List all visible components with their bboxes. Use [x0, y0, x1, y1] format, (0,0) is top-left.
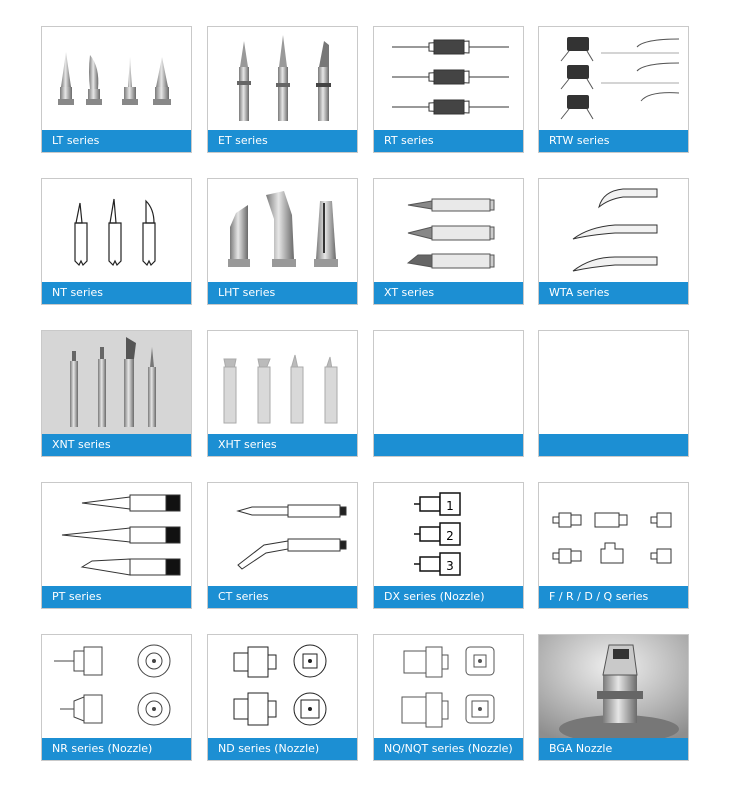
- product-grid: [41, 26, 689, 762]
- card-label: XT series: [374, 282, 523, 304]
- card-label: DX series (Nozzle): [374, 586, 523, 608]
- product-card-bga[interactable]: [538, 634, 689, 761]
- card-label: XHT series: [208, 434, 357, 456]
- dx-number-1: 1: [446, 499, 454, 513]
- product-card-lt[interactable]: [41, 26, 192, 153]
- card-label: ET series: [208, 130, 357, 152]
- product-card-nr[interactable]: [41, 634, 192, 761]
- xht-tips-image: [208, 331, 357, 435]
- product-card-nt[interactable]: [41, 178, 192, 305]
- product-card-xnt[interactable]: [41, 330, 192, 457]
- card-label: CT series: [208, 586, 357, 608]
- card-label: PT series: [42, 586, 191, 608]
- card-label: NR series (Nozzle): [42, 738, 191, 760]
- product-card-empty-1: [373, 330, 524, 457]
- lht-tips-image: [208, 179, 357, 283]
- card-label: F / R / D / Q series: [539, 586, 688, 608]
- dx-nozzles-image: [374, 483, 523, 587]
- card-label: LT series: [42, 130, 191, 152]
- card-label: ND series (Nozzle): [208, 738, 357, 760]
- nt-tips-image: [42, 179, 191, 283]
- product-card-xt[interactable]: [373, 178, 524, 305]
- product-card-rtw[interactable]: [538, 26, 689, 153]
- et-tips-image: [208, 27, 357, 131]
- frdq-nozzles-image: [539, 483, 688, 587]
- product-card-wta[interactable]: [538, 178, 689, 305]
- pt-tips-image: [42, 483, 191, 587]
- card-label: WTA series: [539, 282, 688, 304]
- product-card-xht[interactable]: [207, 330, 358, 457]
- empty-image: [539, 331, 688, 435]
- card-label: NT series: [42, 282, 191, 304]
- xt-tips-image: [374, 179, 523, 283]
- nr-nozzles-image: [42, 635, 191, 739]
- product-card-nd[interactable]: [207, 634, 358, 761]
- dx-number-2: 2: [446, 529, 454, 543]
- wta-tips-image: [539, 179, 688, 283]
- bga-nozzle-photo: [539, 635, 688, 739]
- product-card-et[interactable]: [207, 26, 358, 153]
- product-card-rt[interactable]: [373, 26, 524, 153]
- nq-nozzles-image: [374, 635, 523, 739]
- card-label: [374, 434, 523, 456]
- card-label: NQ/NQT series (Nozzle): [374, 738, 523, 760]
- card-label: RTW series: [539, 130, 688, 152]
- card-label: BGA Nozzle: [539, 738, 688, 760]
- product-card-lht[interactable]: [207, 178, 358, 305]
- empty-image: [374, 331, 523, 435]
- card-label: [539, 434, 688, 456]
- product-card-frdq[interactable]: [538, 482, 689, 609]
- rt-tips-image: [374, 27, 523, 131]
- product-card-pt[interactable]: [41, 482, 192, 609]
- nd-nozzles-image: [208, 635, 357, 739]
- card-label: RT series: [374, 130, 523, 152]
- dx-number-3: 3: [446, 559, 454, 573]
- ct-tips-image: [208, 483, 357, 587]
- rtw-tips-image: [539, 27, 688, 131]
- card-label: LHT series: [208, 282, 357, 304]
- lt-tips-image: [42, 27, 191, 131]
- xnt-tips-photo: [42, 331, 191, 435]
- product-card-ct[interactable]: [207, 482, 358, 609]
- product-card-dx[interactable]: [373, 482, 524, 609]
- product-card-empty-2: [538, 330, 689, 457]
- card-label: XNT series: [42, 434, 191, 456]
- product-card-nq[interactable]: [373, 634, 524, 761]
